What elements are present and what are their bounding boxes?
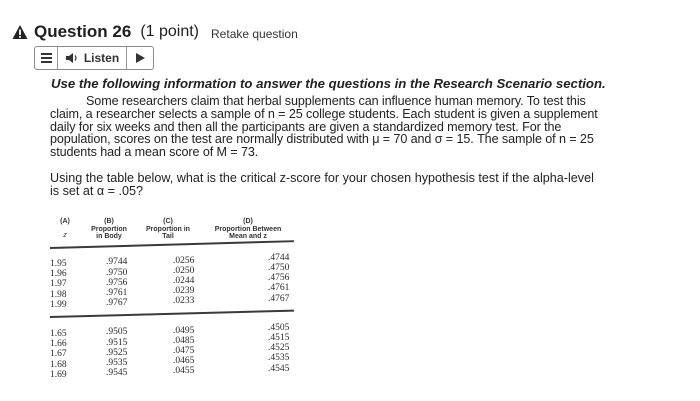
- instruction-text: Use the following information to answer the questions in the Research Scenario section.: [51, 76, 606, 91]
- table-cell: .0485: [173, 335, 195, 346]
- question-prompt: Using the table below, what is the critical z-score for your chosen hypothesis test if the alpha-level is set at α = .05?: [50, 171, 594, 198]
- research-scenario-text: Some researchers claim that herbal supplements can influence human memory. To test this claim, a researcher selects a sample of n = 25 college students. Each student is given a supplement daily for six weeks and then all the participants are given a standardized memory test. For the population, scores on the test are normally distributed with μ = 70 and σ = 15. The sample of n = 25 students had a mean score of M = 73.: [50, 94, 598, 160]
- table-header-rule: [50, 240, 294, 249]
- table-cell: .4744: [268, 252, 290, 263]
- listen-button[interactable]: [58, 47, 127, 69]
- table-cell: .0244: [173, 275, 195, 286]
- table-cell: 1.65: [50, 329, 67, 339]
- column-header-a: [50, 218, 80, 239]
- table-group-rule: [50, 310, 294, 318]
- table-cell: .0455: [173, 366, 195, 377]
- column-header-letter: (C): [163, 218, 173, 225]
- column-header-d: [205, 218, 291, 241]
- table-cell: .0239: [173, 286, 195, 297]
- menu-icon: [41, 53, 52, 63]
- table-cell: 1.96: [50, 269, 67, 280]
- column-header-letter: (D): [243, 218, 253, 225]
- column-header-label: Proportion in Tail: [146, 225, 190, 240]
- question-points: (1 point): [140, 23, 200, 40]
- table-cell: 1.98: [50, 289, 67, 300]
- table-cell: .0475: [173, 345, 195, 356]
- table-cell: .9750: [106, 267, 128, 278]
- question-title: Question 26: [34, 22, 132, 41]
- table-cell: 1.68: [50, 359, 67, 370]
- table-cell: .4505: [268, 322, 290, 333]
- column-header-label: Proportion Between Mean and z: [214, 225, 282, 240]
- table-cell: .4756: [268, 273, 290, 284]
- table-cell: 1.97: [50, 279, 67, 290]
- table-cell: .4545: [268, 363, 290, 374]
- table-cell: .0465: [173, 356, 195, 367]
- column-header-letter: (A): [60, 218, 70, 225]
- table-cell: .9545: [106, 368, 128, 379]
- table-cell: 1.99: [50, 299, 67, 310]
- table-cell: .9761: [106, 288, 128, 299]
- table-cell: .9744: [106, 257, 128, 268]
- table-cell: .4750: [268, 263, 290, 274]
- table-cell: .0250: [173, 265, 195, 276]
- table-cell: .9767: [106, 298, 128, 309]
- column-header-c: [145, 218, 191, 241]
- table-cell: .4535: [268, 353, 290, 364]
- table-cell: 1.69: [50, 369, 67, 380]
- column-header-b: [88, 218, 130, 241]
- table-cell: .9515: [106, 337, 128, 348]
- table-cell: 1.67: [50, 349, 67, 360]
- play-button[interactable]: [127, 47, 153, 69]
- listen-label: Listen: [83, 51, 120, 65]
- table-cell: 1.95: [50, 259, 67, 269]
- column-header-letter: (B): [104, 218, 114, 225]
- column-header-label: z: [63, 231, 67, 239]
- speaker-icon: [65, 52, 79, 64]
- table-cell: .4515: [268, 333, 290, 344]
- table-cell: .0495: [173, 325, 195, 336]
- table-cell: .0233: [173, 296, 195, 307]
- table-cell: .4767: [268, 293, 290, 304]
- retake-question-label: Retake question: [211, 26, 298, 41]
- table-cell: .9756: [106, 277, 128, 288]
- question-header: [12, 22, 298, 42]
- table-cell: .4761: [268, 283, 290, 294]
- warning-triangle-icon: [12, 24, 28, 40]
- listen-toolbar: [34, 46, 154, 70]
- play-icon: [136, 53, 145, 63]
- table-cell: .4525: [268, 343, 290, 354]
- table-cell: .0256: [173, 255, 195, 266]
- table-cell: .9525: [106, 347, 128, 358]
- menu-button[interactable]: [35, 47, 58, 69]
- table-cell: 1.66: [50, 339, 67, 350]
- table-cell: .9505: [106, 327, 128, 338]
- table-cell: .9535: [106, 358, 128, 369]
- column-header-label: Proportion in Body: [91, 225, 127, 240]
